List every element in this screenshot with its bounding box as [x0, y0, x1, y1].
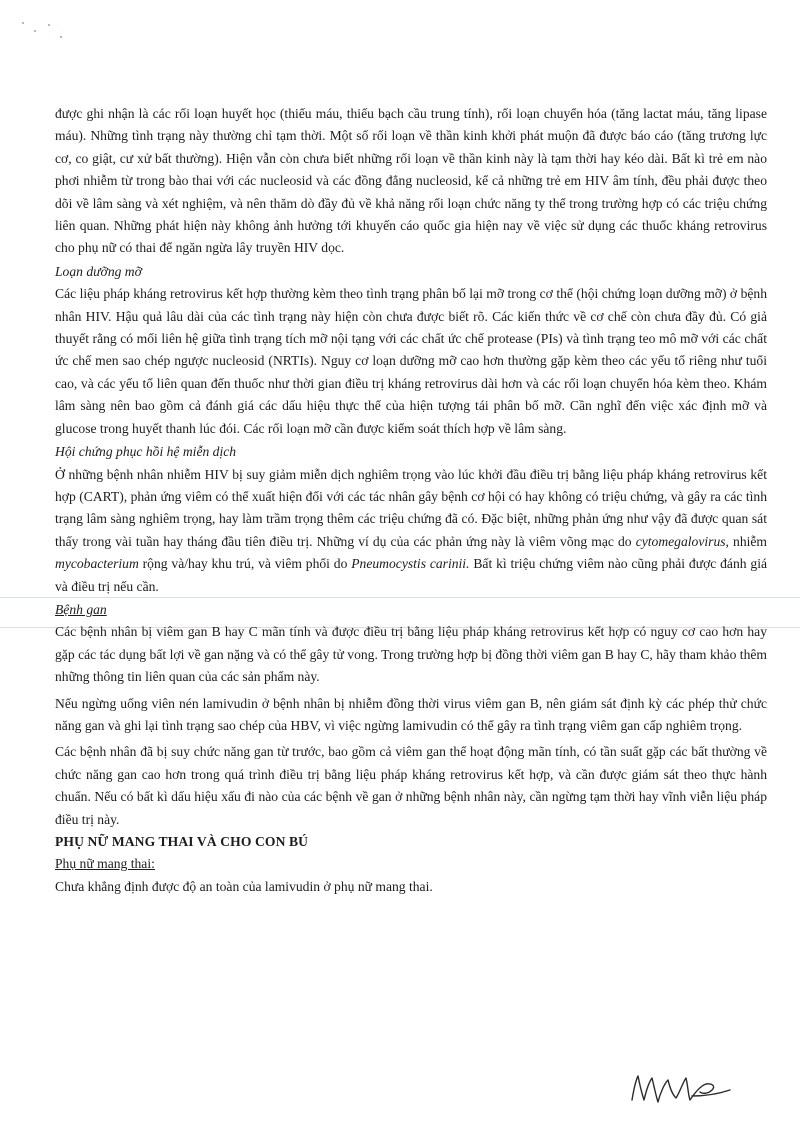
text-run: , nhiễm — [725, 533, 767, 549]
immune-reconstitution-heading: Hội chứng phục hồi hệ miễn dịch — [55, 444, 237, 460]
liver-disease-heading: Bệnh gan — [55, 601, 107, 617]
liver-paragraph-3: Các bệnh nhân đã bị suy chức năng gan từ trước, bao gồm cả viêm gan thể hoạt động mãn tính, có tần suất gặp các bất thường về chức năng gan cao hơn trong quá trình điều trị bằng liệu pháp kháng retrovirus kết hợp, và cần được giám sát theo thực hành chuẩn. Nếu có bất kì dấu hiệu xấu đi nào của các bệnh về gan ở những bệnh nhân này, cần ngừng tạm thời hay vĩnh viễn liệu pháp điều trị này. — [55, 744, 767, 827]
liver-paragraph-2: Nếu ngừng uống viên nén lamivudin ở bệnh nhân bị nhiễm đồng thời virus viêm gan B, nên giám sát định kỳ các phép thử chức năng gan và ghi lại tình trạng sao chép của HBV, vì việc ngừng lamivudin có thể gây ra tình trạng viêm gan cấp nghiêm trọng. — [55, 695, 767, 733]
scan-speck — [60, 36, 62, 38]
document-body — [55, 103, 767, 898]
text-run: rộng và/hay khu trú, và viêm phổi do — [138, 556, 352, 572]
organism-name: Pneumocystis carinii. — [351, 556, 470, 572]
pregnancy-subheading: Phụ nữ mang thai: — [55, 856, 155, 872]
immune-reconstitution-paragraph — [55, 464, 767, 598]
lipodystrophy-heading: Loạn dưỡng mỡ — [55, 263, 142, 279]
organism-name: mycobacterium — [55, 556, 139, 572]
text-run: Ở những bệnh nhân nhiễm HIV bị suy giảm miễn dịch nghiêm trọng vào lúc khởi đầu điều trị bằng liệu pháp kháng retrovirus kết hợp (CART), phản ứng viêm có thể xuất hiện đối với các tác nhân gây bệnh cơ hội có hay không có triệu chứng, và gây ra các tình trạng lâm sàng nghiêm trọng, hay làm trầm trọng thêm các triệu chứng đã có. Đặc biệt, những phản ứng như vậy đã được quan sát thấy trong vài tuần hay tháng đầu tiên điều trị. Những ví dụ của các phản ứng này là viêm võng mạc do — [55, 466, 767, 549]
scan-speck — [22, 22, 24, 24]
scan-speck — [34, 30, 36, 32]
intro-paragraph: được ghi nhận là các rối loạn huyết học (thiếu máu, thiếu bạch cầu trung tính), rối loạn chuyển hóa (tăng lactat máu, tăng lipase máu). Những tình trạng này thường chỉ tạm thời. Một số rối loạn về thần kinh khởi phát muộn đã được báo cáo (tăng trương lực cơ, co giật, cư xử bất thường). Hiện vẫn còn chưa biết những rối loạn về thần kinh này là tạm thời hay kéo dài. Bất kì trẻ em nào phơi nhiễm từ trong bào thai với các nucleosid và các đồng đẳng nucleosid, kể cả những trẻ em HIV âm tính, đều phải được theo dõi về lâm sàng và xét nghiệm, và nên thăm dò đầy đủ về khả năng rối loạn chức năng ty thể trong trường hợp có các triệu chứng liên quan. Những phát hiện này không ảnh hưởng tới khuyến cáo quốc gia hiện nay về việc sử dụng các thuốc kháng retrovirus cho phụ nữ có thai để ngăn ngừa lây truyền HIV dọc. — [55, 106, 767, 256]
organism-name: cytomegalovirus — [635, 533, 726, 549]
scan-speck — [48, 24, 50, 26]
lipodystrophy-paragraph: Các liệu pháp kháng retrovirus kết hợp thường kèm theo tình trạng phân bố lại mỡ trong cơ thể (hội chứng loạn dưỡng mỡ) ở bệnh nhân HIV. Hậu quả lâu dài của các tình trạng này hiện còn chưa được biết rõ. Các kiến thức về cơ chế còn chưa đầy đủ. Có giả thuyết rằng có mối liên hệ giữa tình trạng tích mỡ nội tạng với các chất ức chế protease (PIs) và tình trạng teo mô mỡ với các chất ức chế men sao chép ngược nucleosid (NRTIs). Nguy cơ loạn dưỡng mỡ cao hơn thường gặp kèm theo các yếu tố riêng như tuổi cao, và các yếu tố liên quan đến thuốc như thời gian điều trị kháng retrovirus dài hơn và các rối loạn chuyển hóa kèm theo. Khám lâm sàng nên bao gồm cả đánh giá các dấu hiệu thực thể của hiện tượng tái phân bố mỡ. Cần nghĩ đến việc xác định mỡ và glucose trong huyết thanh lúc đói. Các rối loạn mỡ cần được kiểm soát thích hợp về lâm sàng. — [55, 286, 767, 436]
pregnancy-paragraph: Chưa khẳng định được độ an toàn của lamivudin ở phụ nữ mang thai. — [55, 878, 433, 894]
handwritten-signature — [626, 1066, 736, 1112]
text-run: Bất kì triệu chứng viêm nào cũng phải được đánh giá và điều trị nếu cần. — [55, 556, 768, 594]
pregnancy-section-title: PHỤ NỮ MANG THAI VÀ CHO CON BÚ — [55, 834, 309, 849]
liver-paragraph-1: Các bệnh nhân bị viêm gan B hay C mãn tính và được điều trị bằng liệu pháp kháng retrovirus kết hợp có nguy cơ cao hơn hay gặp các tác dụng bất lợi về gan nặng và có thể gây tử vong. Trong trường hợp bị đồng thời viêm gan B hay C, hãy tham khảo thêm những thông tin liên quan của các sản phẩm này. — [55, 624, 767, 685]
